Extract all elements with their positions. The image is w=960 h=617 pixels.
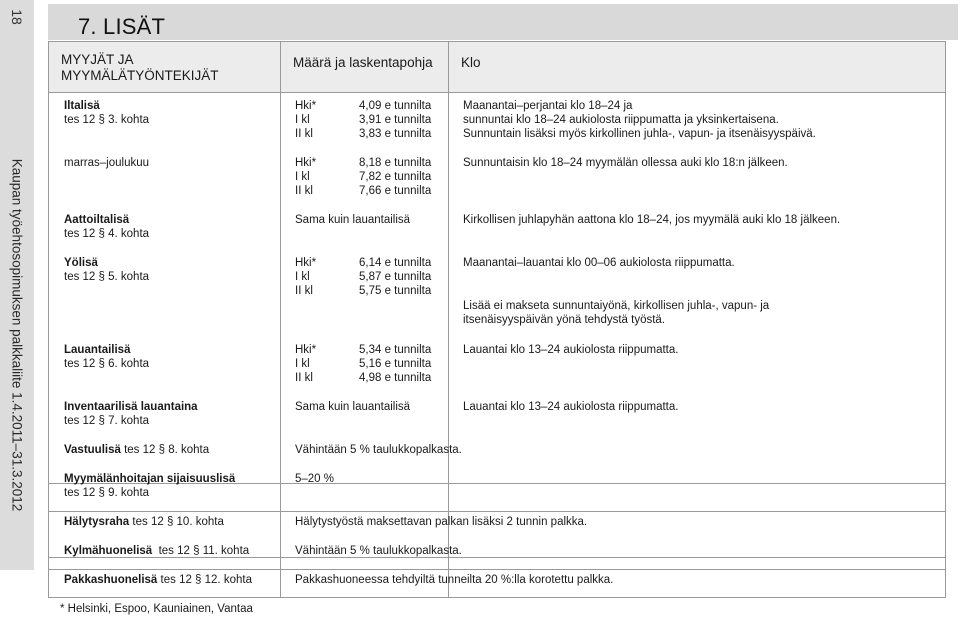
side-running-title: Kaupan työehtosopimuksen palkkaliite 1.4.2011–31.3.2012 — [9, 158, 25, 512]
row-name: Iltalisä — [64, 100, 100, 112]
rate-line: Hki* 6,14 e tunnilta — [295, 257, 432, 269]
allowances-table — [48, 41, 946, 598]
row-ref: tes 12 § 4. kohta — [64, 228, 150, 240]
rate-line: I kl 5,87 e tunnilta — [295, 271, 432, 283]
side-margin-bar — [0, 0, 34, 570]
section-title: 7. LISÄT — [78, 14, 166, 39]
rate-line: Hki* 4,09 e tunnilta — [295, 100, 432, 112]
amount-text: Vähintään 5 % taulukkopalkasta. — [295, 444, 462, 456]
amount-text: 5–20 % — [295, 473, 335, 485]
row-ref: tes 12 § 3. kohta — [64, 114, 150, 126]
time-text: Lauantai klo 13–24 aukiolosta riippumatta. — [463, 344, 679, 356]
rate-line: Hki* 8,18 e tunnilta — [295, 157, 432, 169]
time-text: Maanantai–perjantai klo 18–24 ja — [463, 100, 633, 112]
amount-text: Sama kuin lauantailisä — [295, 401, 411, 413]
header-col-time: Klo — [461, 55, 481, 70]
rate-line: II kl 7,66 e tunnilta — [295, 185, 432, 197]
footnote: * Helsinki, Espoo, Kauniainen, Vantaa — [60, 603, 253, 615]
time-text: Sunnuntaisin klo 18–24 myymälän ollessa auki klo 18:n jälkeen. — [463, 157, 788, 169]
row-name: Yölisä — [64, 257, 98, 269]
rate-line: I kl 3,91 e tunnilta — [295, 114, 432, 126]
row-ref: tes 12 § 9. kohta — [64, 487, 150, 499]
amount-text: Pakkashuoneessa tehdyiltä tunneilta 20 %:lla korotettu palkka. — [295, 574, 614, 586]
amount-text: Sama kuin lauantailisä — [295, 214, 411, 226]
rate-line: II kl 5,75 e tunnilta — [295, 285, 432, 297]
rate-line: II kl 3,83 e tunnilta — [295, 128, 432, 140]
row-ref: tes 12 § 5. kohta — [64, 271, 150, 283]
time-text: Sunnuntain lisäksi myös kirkollinen juhla-, vapun- ja itsenäisyyspäivä. — [463, 128, 816, 140]
row-ref: tes 12 § 6. kohta — [64, 358, 150, 370]
table-body — [48, 93, 946, 598]
header-col-employees: MYYJÄT JA MYYMÄLÄTYÖNTEKIJÄT — [49, 42, 281, 92]
header-col-amount: Määrä ja laskentapohja — [281, 42, 449, 92]
page-number: 18 — [8, 9, 25, 25]
row-name: Lauantailisä — [64, 344, 131, 356]
time-text: Kirkollisen juhlapyhän aattona klo 18–24, jos myymälä auki klo 18 jälkeen. — [463, 214, 841, 226]
row-divider — [49, 569, 945, 570]
row-name: marras–joulukuu — [64, 157, 150, 169]
row-name: Hälytysraha tes 12 § 10. kohta — [64, 516, 224, 528]
time-text: Lisää ei makseta sunnuntaiyönä, kirkollisen juhla-, vapun- ja — [463, 300, 770, 312]
time-text: Maanantai–lauantai klo 00–06 aukiolosta riippumatta. — [463, 257, 735, 269]
rate-line: II kl 4,98 e tunnilta — [295, 372, 432, 384]
row-name: Aattoiltalisä — [64, 214, 130, 226]
row-name: Inventaarilisä lauantaina — [64, 401, 198, 413]
row-name: Myymälänhoitajan sijaisuuslisä — [64, 473, 236, 485]
column-divider — [280, 93, 281, 597]
row-name: Pakkashuonelisä tes 12 § 12. kohta — [64, 574, 252, 586]
row-name: Vastuulisä tes 12 § 8. kohta — [64, 444, 210, 456]
rate-line: I kl 5,16 e tunnilta — [295, 358, 432, 370]
table-header — [48, 41, 946, 93]
row-ref: tes 12 § 7. kohta — [64, 415, 150, 427]
rate-line: I kl 7,82 e tunnilta — [295, 171, 432, 183]
time-text: itsenäisyyspäivän yönä tehdystä työstä. — [463, 314, 666, 326]
row-divider — [49, 511, 945, 512]
time-text: Lauantai klo 13–24 aukiolosta riippumatta. — [463, 401, 679, 413]
amount-text: Vähintään 5 % taulukkopalkasta. — [295, 545, 462, 557]
section-title-bar — [48, 4, 958, 40]
time-text: sunnuntai klo 18–24 aukiolosta riippumatta ja yksinkertaisena. — [463, 114, 779, 126]
rate-line: Hki* 5,34 e tunnilta — [295, 344, 432, 356]
row-name: Kylmähuonelisä tes 12 § 11. kohta — [64, 545, 250, 557]
amount-text: Hälytystyöstä maksettavan palkan lisäksi 2 tunnin palkka. — [295, 516, 588, 528]
